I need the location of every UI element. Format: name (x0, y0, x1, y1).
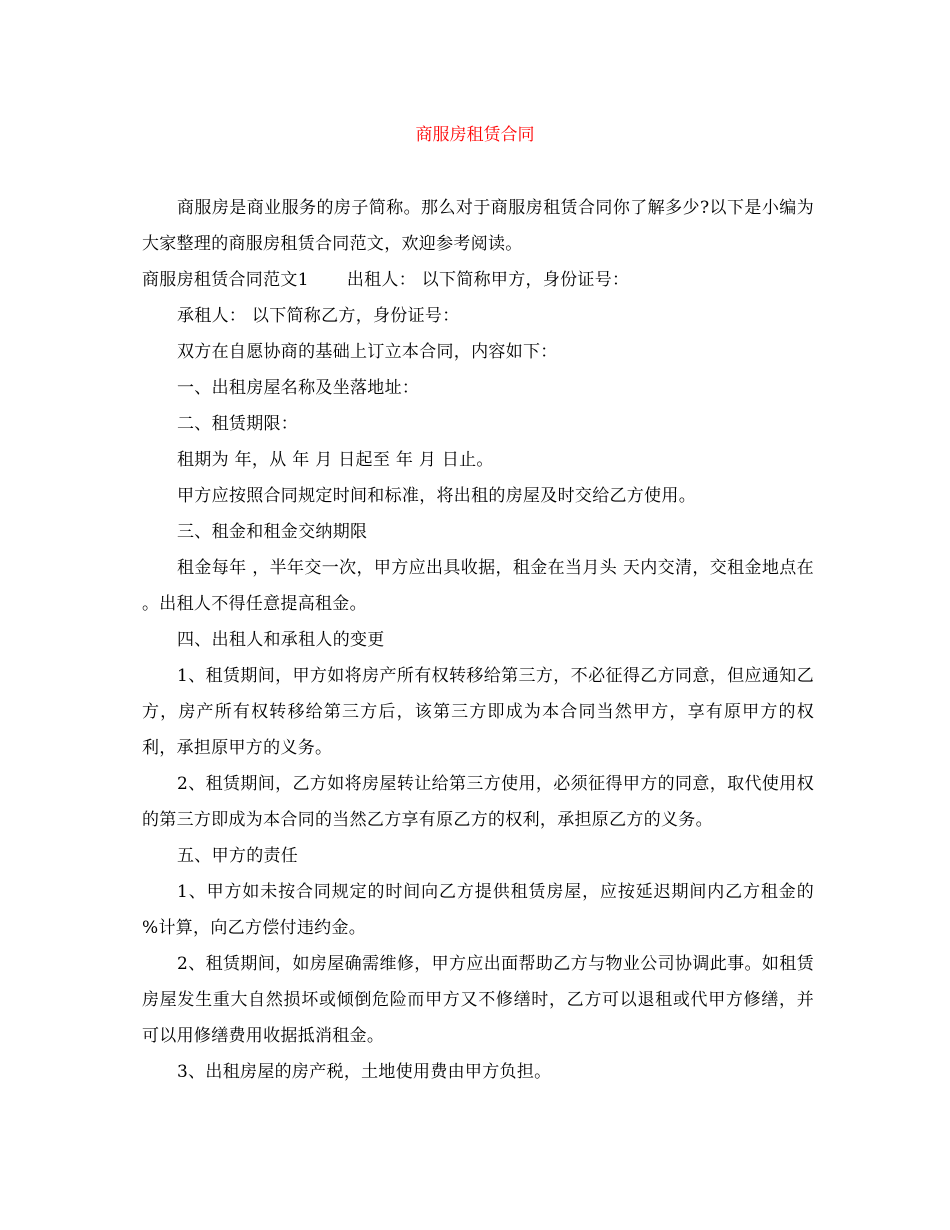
clause-paragraph: 3、出租房屋的房产税，土地使用费由甲方负担。 (177, 1062, 552, 1082)
sample-heading: 商服房租赁合同范文1 (142, 270, 309, 290)
sample-heading-line (142, 262, 814, 298)
rent-paragraph: 租金每年 ，半年交一次，甲方应出具收据，租金在当月头 天内交清，交租金地点在 。出租人不得任意提高租金。 (142, 558, 814, 614)
section-heading: 三、租金和租金交纳期限 (177, 522, 368, 542)
section-heading: 二、租赁期限： (177, 414, 299, 434)
document-body (142, 190, 814, 1090)
section-heading: 一、出租房屋名称及坐落地址： (177, 378, 420, 398)
intro-paragraph: 商服房是商业服务的房子简称。那么对于商服房租赁合同你了解多少?以下是小编为大家整理的商服房租赁合同范文，欢迎参考阅读。 (142, 198, 814, 254)
clause-paragraph: 1、租赁期间，甲方如将房产所有权转移给第三方，不必征得乙方同意，但应通知乙方，房产所有权转移给第三方后，该第三方即成为本合同当然甲方，享有原甲方的权利，承担原甲方的义务。 (142, 666, 814, 758)
section-heading: 四、出租人和承租人的变更 (177, 630, 385, 650)
delivery-paragraph: 甲方应按照合同规定时间和标准，将出租的房屋及时交给乙方使用。 (177, 486, 696, 506)
agreement-line: 双方在自愿协商的基础上订立本合同，内容如下： (177, 342, 558, 362)
clause-paragraph: 2、租赁期间，乙方如将房屋转让给第三方使用，必须征得甲方的同意，取代使用权的第三方即成为本合同的当然乙方享有原乙方的权利，承担原乙方的义务。 (142, 774, 814, 830)
clause-paragraph: 1、甲方如未按合同规定的时间向乙方提供租赁房屋，应按延迟期间内乙方租金的 %计算，向乙方偿付违约金。 (142, 882, 814, 938)
clause-paragraph: 2、租赁期间，如房屋确需维修，甲方应出面帮助乙方与物业公司协调此事。如租赁房屋发生重大自然损坏或倾倒危险而甲方又不修缮时，乙方可以退租或代甲方修缮，并可以用修缮费用收据抵消租金。 (142, 954, 814, 1046)
document-title: 商服房租赁合同 (415, 125, 535, 145)
lessee-line: 承租人： 以下简称乙方，身份证号： (177, 306, 460, 326)
section-heading: 五、甲方的责任 (177, 846, 299, 866)
term-paragraph: 租期为 年，从 年 月 日起至 年 月 日止。 (177, 450, 494, 470)
lessor-line: 出租人： 以下简称甲方，身份证号： (346, 270, 630, 290)
